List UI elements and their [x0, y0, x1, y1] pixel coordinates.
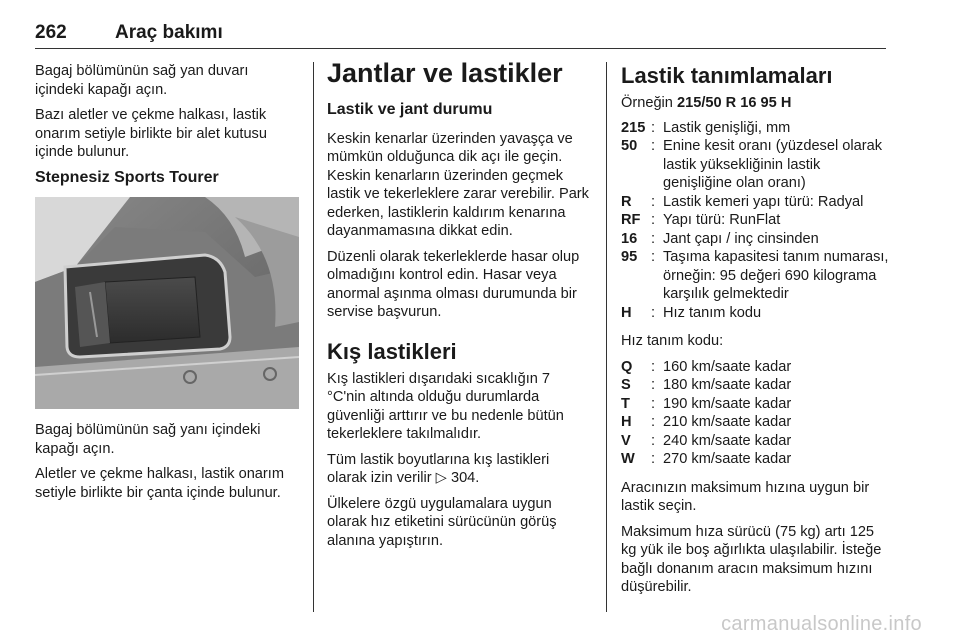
code-description: 160 km/saate kadar	[663, 358, 792, 375]
column-divider	[313, 62, 314, 612]
section-heading: Lastik tanımlamaları	[621, 63, 833, 88]
definition-row	[621, 304, 889, 323]
definition-row	[621, 193, 889, 212]
column-3	[621, 62, 889, 604]
code-key: Q	[621, 358, 633, 375]
paragraph: Düzenli olarak tekerleklerde hasar olup olmadığını kontrol edin. Hasar veya anormal aşınma olması durumunda bir servise başvurun.	[327, 248, 580, 320]
separator: :	[651, 414, 656, 430]
separator: :	[651, 193, 656, 210]
code-key: H	[621, 304, 632, 321]
code-description: 190 km/saate kadar	[663, 395, 792, 412]
code-description: Yapı türü: RunFlat	[663, 212, 781, 228]
code-description: 240 km/saate kadar	[663, 432, 792, 449]
paragraph: Bagaj bölümünün sağ yanı içindeki kapağı açın.	[35, 422, 261, 457]
paragraph: Bagaj bölümünün sağ yan duvarı içindeki kapağı açın.	[35, 63, 249, 98]
code-key: H	[621, 414, 632, 430]
paragraph: Keskin kenarlar üzerinden yavaşça ve mümkün olduğunca dik açı ile geçin. Keskin kenarların üzerinden geçmek lastik ve tekerleklere zarar verebilir. Park ederken, lastiklerin kaldırım kenarına dayanmamasına dikkat edin.	[327, 130, 589, 239]
code-key: T	[621, 395, 630, 412]
code-key: 16	[621, 230, 638, 247]
paragraph: Maksimum hıza sürücü (75 kg) artı 125 kg yük ile boş ağırlıkta ulaşılabilir. İsteğe bağlı donanım aracın maksimum hızını düşürebilir.	[621, 523, 882, 595]
section-heading: Kış lastikleri	[327, 338, 457, 364]
paragraph: Aletler ve çekme halkası, lastik onarım setiyle birlikte bir çanta içinde bulunur.	[35, 466, 284, 501]
code-description: Enine kesit oranı (yüzdesel olarak lastik yüksekliğinin lastik genişliğine olan oranı)	[663, 138, 883, 191]
code-key: 50	[621, 138, 638, 154]
code-description: Jant çapı / inç cinsinden	[663, 230, 819, 247]
separator: :	[651, 358, 656, 375]
subheading: Stepnesiz Sports Tourer	[35, 168, 219, 186]
code-description: Taşıma kapasitesi tanım numarası, örneğin: 95 değeri 690 kilograma karşılık gelmektedir	[663, 249, 889, 302]
paragraph: Kış lastikleri dışarıdaki sıcaklığın 7 °C'nin altında olduğu durumlarda güvenliği arttırır ve bu nedenle bütün tekerleklere takılmalıdır.	[327, 370, 564, 442]
code-key: V	[621, 432, 631, 449]
subheading: Lastik ve jant durumu	[327, 101, 493, 118]
speed-code-list	[621, 358, 889, 469]
code-description: Hız tanım kodu	[663, 304, 762, 321]
definition-row	[621, 376, 889, 395]
separator: :	[651, 249, 656, 265]
code-key: RF	[621, 212, 641, 228]
column-divider	[606, 62, 607, 612]
page-number: 262	[35, 22, 67, 43]
paragraph: Bazı aletler ve çekme halkası, lastik onarım setiyle birlikte bir alet kutusu içinde bulunur.	[35, 107, 267, 160]
definition-row	[621, 432, 889, 451]
tire-code-definitions	[621, 119, 889, 323]
definition-row	[621, 119, 889, 138]
code-key: S	[621, 377, 631, 393]
code-description: 270 km/saate kadar	[663, 451, 792, 467]
header-rule	[35, 48, 886, 49]
column-1	[35, 62, 300, 509]
definition-row	[621, 211, 889, 230]
code-description: Lastik genişliği, mm	[663, 119, 791, 136]
column-2	[327, 58, 591, 557]
definition-row	[621, 358, 889, 377]
separator: :	[651, 377, 656, 393]
definition-row	[621, 450, 889, 469]
definition-row	[621, 395, 889, 414]
example-prefix: Örneğin	[621, 95, 677, 111]
chapter-title: Jantlar ve lastikler	[327, 58, 563, 88]
separator: :	[651, 395, 656, 412]
definition-row	[621, 137, 889, 193]
page-ref-link[interactable]: 304.	[450, 470, 480, 486]
separator: :	[651, 304, 656, 321]
separator: :	[651, 212, 656, 228]
code-key: 95	[621, 249, 638, 265]
page-ref-icon: ▷	[435, 470, 451, 486]
paragraph: Aracınızın maksimum hızına uygun bir lastik seçin.	[621, 479, 870, 514]
trunk-compartment-illustration	[35, 197, 299, 409]
code-key: 215	[621, 119, 646, 136]
separator: :	[651, 138, 656, 154]
code-key: R	[621, 193, 632, 210]
paragraph-text: Tüm lastik boyutlarına kış lastikleri olarak izin verilir	[327, 451, 550, 486]
page-header	[35, 22, 223, 48]
definition-row	[621, 413, 889, 432]
example-code: 215/50 R 16 95 H	[676, 95, 792, 111]
section-title: Araç bakımı	[115, 22, 223, 43]
paragraph: Ülkelere özgü uygulamalara uygun olarak hız etiketini sürücünün görüş alanına yapıştırın.	[327, 495, 557, 549]
definition-row	[621, 230, 889, 249]
speed-code-label: Hız tanım kodu:	[621, 333, 724, 349]
example-line	[621, 94, 889, 113]
separator: :	[651, 230, 656, 247]
separator: :	[651, 432, 656, 449]
watermark: carmanualsonline.info	[721, 613, 922, 635]
code-key: W	[621, 451, 635, 467]
definition-row	[621, 248, 889, 304]
code-description: 180 km/saate kadar	[663, 377, 792, 393]
separator: :	[651, 451, 656, 467]
code-description: Lastik kemeri yapı türü: Radyal	[663, 193, 864, 210]
paragraph-with-ref	[327, 451, 591, 488]
code-description: 210 km/saate kadar	[663, 414, 792, 430]
separator: :	[651, 119, 656, 136]
